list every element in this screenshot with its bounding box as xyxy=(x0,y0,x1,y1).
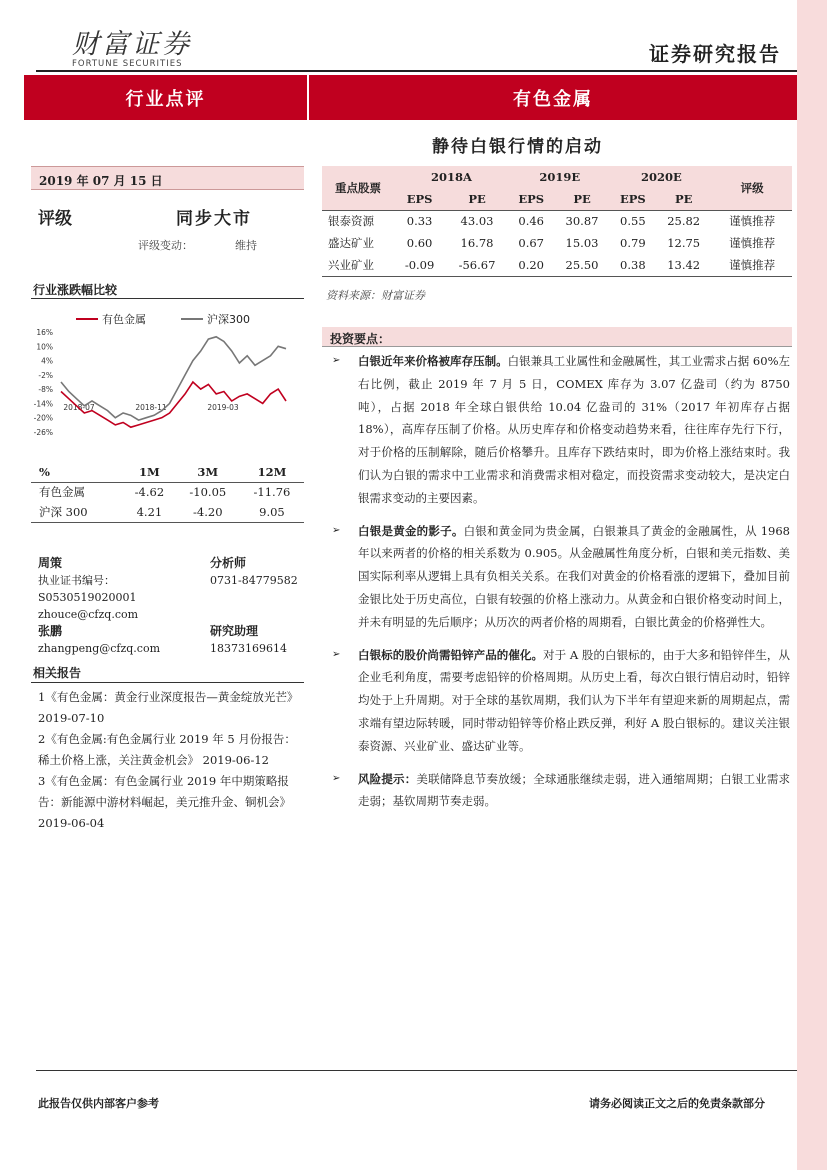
stock-cell: 15.03 xyxy=(565,236,599,250)
stocks-year: 2018A xyxy=(394,166,509,188)
stock-cell: 盛达矿业 xyxy=(328,236,374,250)
stocks-sub: EPS xyxy=(509,188,554,210)
performance-table xyxy=(31,462,304,523)
related-reports-title: 相关报告 xyxy=(33,666,82,680)
stocks-sub: EPS xyxy=(394,188,445,210)
perf-row xyxy=(31,502,304,522)
point-item xyxy=(330,350,790,510)
arrow-bullet-icon: ➢ xyxy=(332,772,341,784)
perf-header-cell: % xyxy=(31,462,123,482)
perf-header-cell: 1M xyxy=(123,462,176,482)
point-text: 白银兼具工业属性和金融属性，其工业需求占据 60%左右比例，截止 2019 年 7 月 5 日，COMEX 库存为 3.07 亿盎司（约为 8750 吨），占据 2018 年全球白银供给 10.04 亿盎司的 31%（2017 年初库存占据 18%），高库存压制了价格。从历史库存和价格变动趋势来看，往往库存先行下行，对于价格的压制解除，随后价格攀升。且库存下跌结束时，即为价格上涨结束时。我们认为白银的需求中工业需求和消费需求相对稳定，而投资需求变动较大，是决定白银需求变动的主要因素。 xyxy=(358,354,791,505)
rating-change-label: 评级变动： xyxy=(138,239,193,252)
stock-cell: 12.75 xyxy=(667,236,701,250)
stock-row xyxy=(322,210,792,232)
assistant-title: 研究助理 xyxy=(210,624,259,638)
analyst-title: 分析师 xyxy=(210,556,247,570)
header-divider xyxy=(36,70,797,72)
investment-points xyxy=(330,350,790,823)
chart-section-title: 行业涨跌幅比较 xyxy=(33,283,118,297)
key-stocks-table xyxy=(322,166,792,277)
stock-cell: 银泰资源 xyxy=(328,214,374,229)
stock-cell: 0.67 xyxy=(518,236,544,250)
stock-cell: 25.82 xyxy=(667,214,701,229)
point-item xyxy=(330,644,790,758)
stock-cell: 25.50 xyxy=(553,254,610,276)
point-text: 白银和黄金同为贵金属，白银兼具了黄金的金融属性，从 1968 年以来两者的价格的相关系数为 0.905。从金融属性角度分析，白银和美元指数、美国实际利率从逻辑上具有负相关关系。在我们对黄金的价格看涨的逻辑下，叠加目前金银比处于历史高位，白银有较强的价格上涨动力。从黄金和白银价格变动时间上，并未有明显的先后顺序；从历次的两者价格的周期看，白银比黄金的价格弹性大。 xyxy=(358,523,790,629)
perf-cell: 4.21 xyxy=(123,502,176,522)
perf-row xyxy=(31,482,304,502)
analyst1-email[interactable]: zhouce@cfzq.com xyxy=(38,608,139,621)
related-report-item[interactable]: 1《有色金属：黄金行业深度报告—黄金绽放光芒》 2019-07-10 xyxy=(38,690,299,725)
rating-label: 评级 xyxy=(38,209,72,229)
line-chart-svg xyxy=(31,306,304,451)
stock-cell: -56.67 xyxy=(445,254,509,276)
stock-cell: 0.60 xyxy=(406,236,433,250)
arrow-bullet-icon: ➢ xyxy=(332,355,341,366)
stock-row xyxy=(322,232,792,254)
y-tick-label: -8% xyxy=(38,385,53,395)
logo-en-text: FORTUNE SECURITIES xyxy=(72,59,183,69)
stock-cell: 43.03 xyxy=(460,214,494,229)
chart-divider xyxy=(31,298,304,299)
analyst2-email[interactable]: zhangpeng@cfzq.com xyxy=(38,642,161,655)
perf-cell: -4.62 xyxy=(134,485,165,500)
point-text: 对于 A 股的白银标的，由于大多和铅锌伴生，从企业毛利角度，需要考虑铅锌的价格周期。从历史上看，每次白银行情启动时，铅锌均处于上升周期。对于全球的基钦周期，我们认为下半年有望迎来新的周期起点，需求端有望边际转暖，同时带动铅锌等价格止跌反弹，利好 A 股白银标的。建议关注银泰资源、兴业矿业、盛达矿业等。 xyxy=(358,647,790,753)
perf-cell: 沪深 300 xyxy=(31,502,123,522)
stocks-header-row xyxy=(322,166,792,188)
analyst-info xyxy=(38,555,300,657)
stock-cell: 0.20 xyxy=(509,254,554,276)
related-divider xyxy=(31,682,304,683)
stock-row xyxy=(322,254,792,276)
y-tick-label: -20% xyxy=(33,413,53,423)
stock-cell: 谨慎推荐 xyxy=(729,214,776,229)
perf-header-cell: 12M xyxy=(240,462,304,482)
analyst1-cert: 执业证书编号：S0530519020001 xyxy=(38,574,137,604)
stock-cell: 16.78 xyxy=(460,236,494,250)
stocks-sub: PE xyxy=(655,188,712,210)
perf-header-cell: 3M xyxy=(176,462,240,482)
point-heading: 风险提示： xyxy=(358,771,417,786)
stock-cell: 0.33 xyxy=(406,214,433,229)
logo-cn-text: 财富证券 xyxy=(72,29,192,60)
related-reports-list xyxy=(38,687,302,834)
y-tick-label: -2% xyxy=(38,370,53,380)
industry-comparison-chart xyxy=(31,306,304,451)
stock-cell: 兴业矿业 xyxy=(322,254,394,276)
footer-right: 请务必阅读正文之后的免责条款部分 xyxy=(589,1097,765,1110)
y-tick-label: 16% xyxy=(36,328,53,337)
report-title: 静待白银行情的启动 xyxy=(432,137,603,157)
point-text: 美联储降息节奏放缓；全球通胀继续走弱，进入通缩周期；白银工业需求走弱；基钦周期节奏走弱。 xyxy=(358,771,790,809)
stocks-year: 2019E xyxy=(509,166,611,188)
stock-cell: 谨慎推荐 xyxy=(729,236,776,250)
point-heading: 白银是黄金的影子。 xyxy=(358,523,464,538)
point-item xyxy=(330,768,790,814)
related-report-item[interactable]: 3《有色金属：有色金属行业 2019 年中期策略报告：新能源中游材料崛起，美元推升金、铜机会》 2019-06-04 xyxy=(38,774,291,830)
report-date: 2019 年 07 月 15 日 xyxy=(31,166,304,190)
legend-label: 沪深300 xyxy=(207,313,250,326)
perf-cell: -4.20 xyxy=(176,502,240,522)
stock-cell: 0.46 xyxy=(518,214,544,229)
series-line xyxy=(61,382,286,427)
stocks-year: 2020E xyxy=(611,166,713,188)
stocks-sub: PE xyxy=(445,188,509,210)
point-heading: 白银标的股价尚需铅锌产品的催化。 xyxy=(358,647,544,662)
perf-header-row xyxy=(31,462,304,482)
stock-cell: 0.38 xyxy=(611,254,656,276)
stock-cell: 0.55 xyxy=(620,214,646,229)
point-heading: 白银近年来价格被库存压制。 xyxy=(358,354,508,368)
perf-cell: -10.05 xyxy=(189,485,227,500)
stocks-head-label: 重点股票 xyxy=(322,166,394,210)
stocks-sub: PE xyxy=(553,188,610,210)
y-tick-label: -26% xyxy=(33,428,53,437)
company-logo xyxy=(72,22,192,69)
x-tick-label: 2018-11 xyxy=(135,403,167,412)
analyst1-name: 周策 xyxy=(38,556,63,570)
stock-cell: -0.09 xyxy=(394,254,445,276)
industry-bar: 有色金属 xyxy=(309,75,797,120)
report-type: 证券研究报告 xyxy=(649,42,781,66)
stocks-rating-label: 评级 xyxy=(712,166,792,210)
x-tick-label: 2019-03 xyxy=(207,403,239,412)
stock-cell: 谨慎推荐 xyxy=(712,254,792,276)
stock-cell: 13.42 xyxy=(655,254,712,276)
analyst2-name: 张鹏 xyxy=(38,624,63,638)
stocks-sub: EPS xyxy=(611,188,656,210)
stock-cell: 30.87 xyxy=(565,214,599,229)
arrow-bullet-icon: ➢ xyxy=(332,524,341,536)
rating-change-value: 维持 xyxy=(235,239,257,252)
perf-cell: 9.05 xyxy=(240,502,304,522)
footer-divider xyxy=(36,1070,797,1071)
table-source: 资料来源：财富证券 xyxy=(326,289,425,302)
analyst1-phone: 0731-84779582 xyxy=(210,574,298,587)
analyst2-phone: 18373169614 xyxy=(210,642,287,655)
y-tick-label: 10% xyxy=(36,342,53,352)
point-item xyxy=(330,520,790,634)
footer-left: 此报告仅供内部客户参考 xyxy=(38,1097,159,1110)
y-tick-label: 4% xyxy=(41,356,53,366)
report-category-bar: 行业点评 xyxy=(24,75,307,120)
right-decorative-strip xyxy=(797,0,827,1170)
x-tick-label: 2018-07 xyxy=(63,403,95,412)
rating-value: 同步大市 xyxy=(176,209,252,229)
y-tick-label: -14% xyxy=(33,399,53,409)
perf-cell: 有色金属 xyxy=(39,485,85,500)
arrow-bullet-icon: ➢ xyxy=(332,648,341,660)
related-report-item[interactable]: 2《有色金属:有色金属行业 2019 年 5 月份报告：稀土价格上涨，关注黄金机会》 2019-06-12 xyxy=(38,732,296,767)
legend-label: 有色金属 xyxy=(102,313,146,326)
perf-cell: -11.76 xyxy=(253,485,291,500)
investment-points-title: 投资要点： xyxy=(322,327,792,347)
stock-cell: 0.79 xyxy=(620,236,646,250)
